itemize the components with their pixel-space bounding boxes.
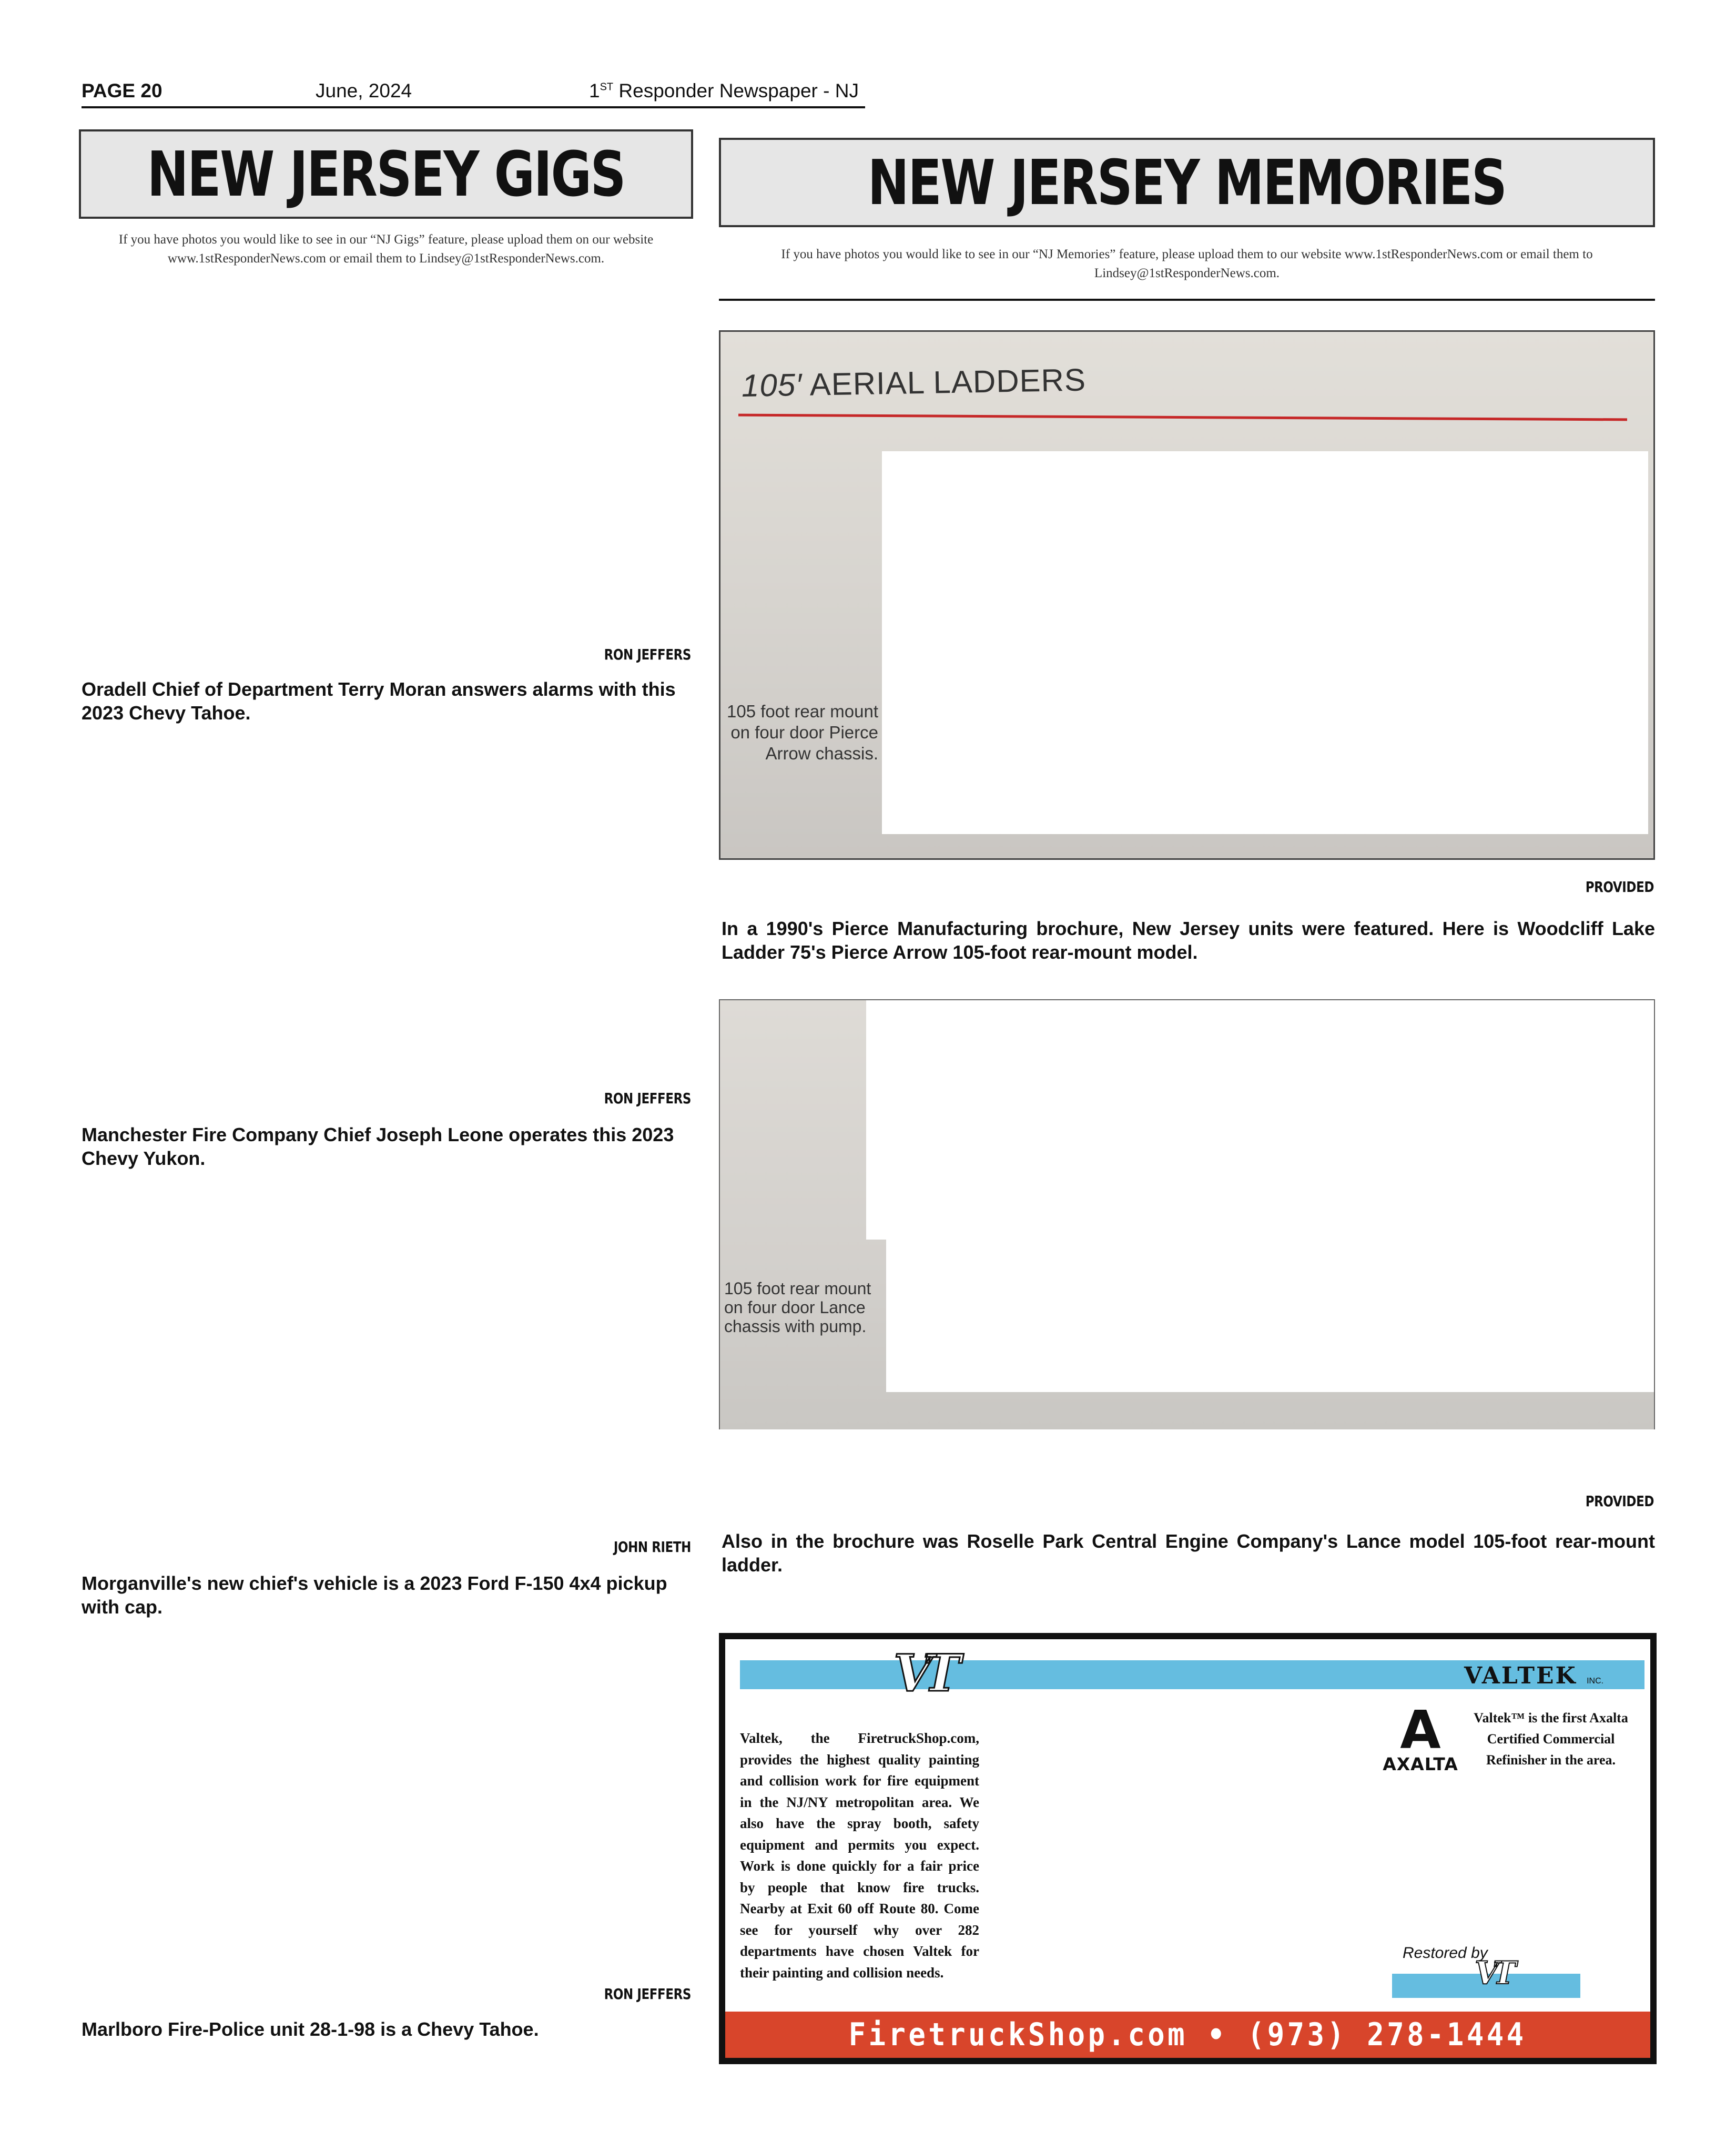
photo-credit: JOHN RIETH — [613, 1538, 691, 1556]
header-rule — [82, 106, 865, 108]
newspaper-name: 1ST Responder Newspaper - NJ — [589, 80, 859, 101]
photo-caption: In a 1990's Pierce Manufacturing brochure, New Jersey units were featured. Here is Woodcliff Lake Ladder 75's Pierce Arrow 105-foot rear-mount model. — [722, 918, 1655, 963]
brochure-heading: 105′ AERIAL LADDERS — [741, 362, 1087, 403]
memories-section-title: NEW JERSEY MEMORIES — [868, 146, 1506, 219]
gigs-notice: If you have photos you would like to see in our “NJ Gigs” feature, please upload them on our website www.1stResponderNews.com or email them to Lindsey@1stResponderNews.com. — [118, 232, 654, 266]
vt-logo: VT — [894, 1643, 951, 1703]
brochure-photo-pierce — [719, 330, 1655, 860]
brochure-side-caption: 105 foot rear mount on four door Lance chassis with pump. — [724, 1279, 871, 1336]
page-number: PAGE 20 — [82, 80, 163, 101]
photo-caption: Marlboro Fire-Police unit 28-1-98 is a Chevy Tahoe. — [82, 2018, 539, 2040]
vt-small-logo: VT — [1475, 1955, 1510, 1992]
photo-credit: RON JEFFERS — [604, 646, 691, 663]
brochure-photo-lance — [719, 999, 1655, 1429]
restored-by-label: Restored by — [1403, 1944, 1488, 1962]
memories-rule — [719, 299, 1655, 301]
photo-caption: Oradell Chief of Department Terry Moran answers alarms with this 2023 Chevy Tahoe. — [82, 678, 676, 724]
axalta-wordmark: AXALTA — [1383, 1754, 1458, 1774]
photo-caption: Manchester Fire Company Chief Joseph Leone operates this 2023 Chevy Yukon. — [82, 1124, 674, 1169]
photo-credit: RON JEFFERS — [604, 1090, 691, 1107]
photo-credit: RON JEFFERS — [604, 1985, 691, 2003]
photo-placeholder — [882, 451, 1648, 834]
issue-date: June, 2024 — [316, 80, 412, 101]
gigs-section-banner — [79, 129, 693, 219]
photo-caption: Also in the brochure was Roselle Park Central Engine Company's Lance model 105-foot rear-mount ladder. — [722, 1530, 1655, 1576]
valtek-advertisement[interactable] — [719, 1633, 1657, 2064]
axalta-logo — [1376, 1699, 1465, 1774]
brochure-side-caption: 105 foot rear mount on four door Pierce Arrow chassis. — [726, 702, 878, 763]
photo-caption: Morganville's new chief's vehicle is a 2023 Ford F-150 4x4 pickup with cap. — [82, 1572, 667, 1618]
ad-contact-line[interactable]: FiretruckShop.com • (973) 278-1444 — [849, 2016, 1527, 2053]
photo-credit: PROVIDED — [1585, 1493, 1654, 1510]
photo-placeholder — [886, 1240, 1655, 1392]
ad-footer-bar[interactable] — [725, 2012, 1650, 2058]
valtek-wordmark: VALTEK INC. — [1464, 1662, 1604, 1689]
ad-body-text: Valtek, the FiretruckShop.com, provides the highest quality painting and collision work for fire equipment in the NJ/NY metropolitan area. We also have the spray booth, safety equipment and permits you expect. Work is done quickly for a fair price by people that know fire trucks. Nearby at Exit 60 off Route 80. Come see for yourself why over 282 departments have chosen Valtek for their painting and collision needs. — [740, 1730, 979, 1981]
brochure-red-line — [738, 414, 1627, 421]
certification-text: Valtek™ is the first Axalta Certified Commercial Refinisher in the area. — [1474, 1710, 1628, 1768]
gigs-section-title: NEW JERSEY GIGS — [147, 138, 625, 210]
photo-placeholder — [866, 1000, 1655, 1240]
memories-notice: If you have photos you would like to see in our “NJ Memories” feature, please upload them to our website www.1stResponderNews.com or email them to Lindsey@1stResponderNews.com. — [781, 247, 1593, 280]
photo-credit: PROVIDED — [1585, 878, 1654, 896]
memories-section-banner — [719, 138, 1655, 227]
axalta-icon: A — [1400, 1699, 1441, 1761]
